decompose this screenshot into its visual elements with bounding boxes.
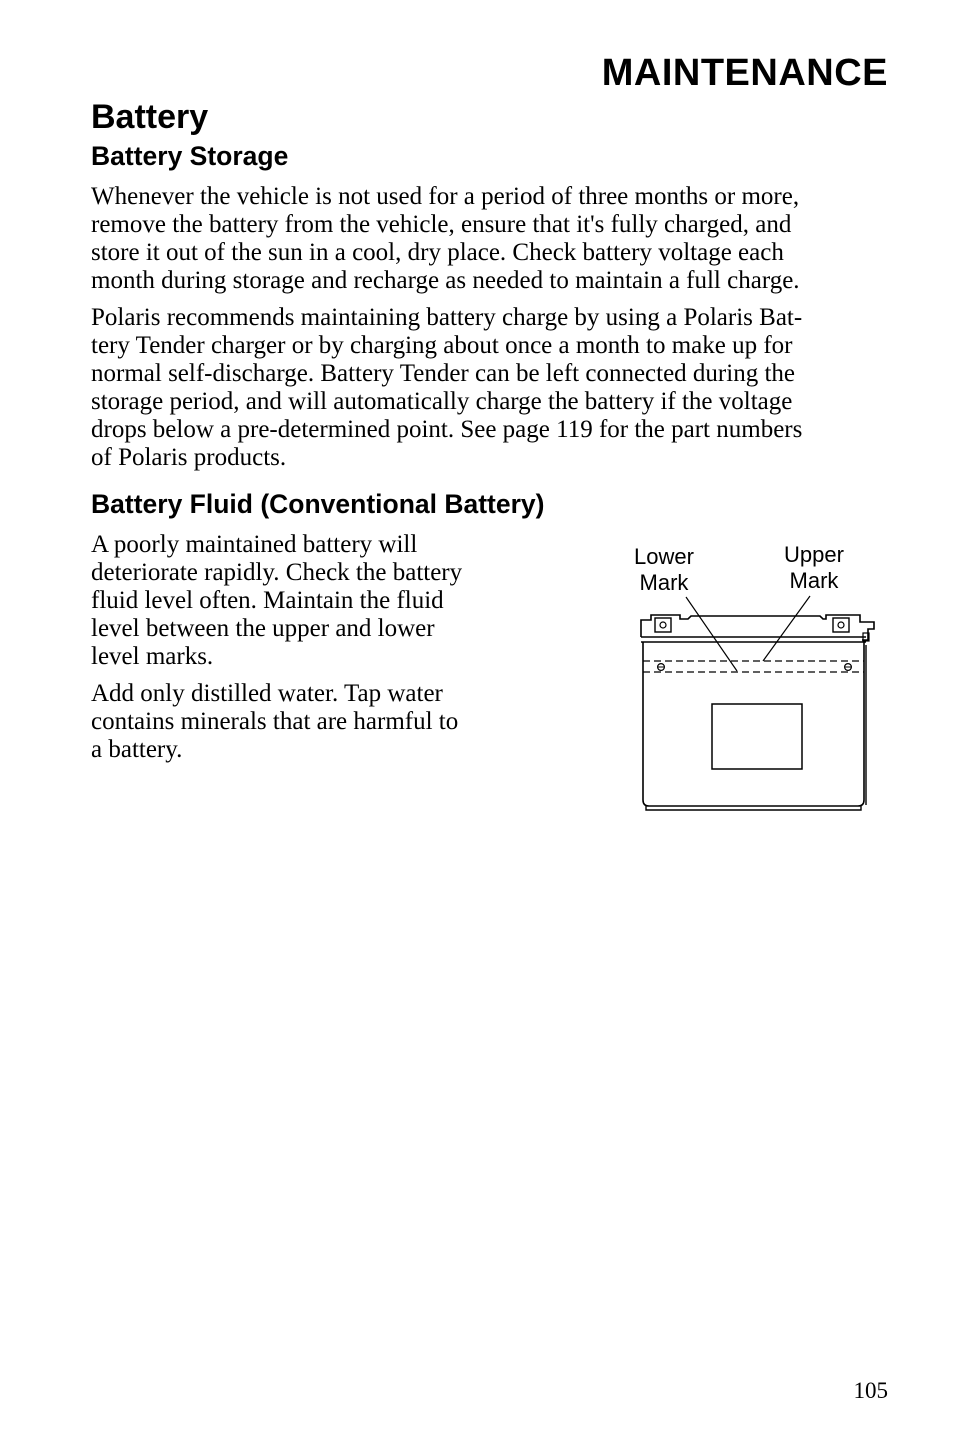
text-line: A poorly maintained battery will — [91, 531, 418, 558]
fluid-paragraph-1 — [91, 531, 521, 671]
text-line: a battery. — [91, 736, 183, 763]
storage-paragraph-2 — [91, 304, 883, 472]
text-line: storage period, and will automatically charge the battery if the voltage — [91, 388, 793, 415]
upper-mark-leader — [763, 596, 810, 661]
upper-mark-label: Upper — [784, 542, 844, 567]
lower-mark-leader — [686, 597, 737, 671]
text-line: drops below a pre-determined point. See page 119 for the part numbers — [91, 416, 803, 443]
text-line: month during storage and recharge as needed to maintain a full charge. — [91, 267, 800, 294]
lower-mark-label: Mark — [639, 570, 689, 595]
lower-mark-label: Lower — [634, 544, 694, 569]
text-line: Polaris recommends maintaining battery charge by using a Polaris Bat- — [91, 304, 803, 331]
page-number: 105 — [853, 1378, 888, 1403]
text-line: tery Tender charger or by charging about once a month to make up for — [91, 332, 793, 359]
storage-paragraph-1 — [91, 183, 883, 295]
text-line: level marks. — [91, 643, 214, 670]
battery-fluid-diagram — [610, 536, 900, 826]
battery-storage-heading: Battery Storage — [91, 141, 289, 171]
text-line: level between the upper and lower — [91, 615, 435, 642]
battery-icon — [641, 615, 874, 810]
upper-mark-label: Mark — [789, 568, 839, 593]
text-line: Add only distilled water. Tap water — [91, 680, 443, 707]
text-line: fluid level often. Maintain the fluid — [91, 587, 444, 614]
text-line: remove the battery from the vehicle, ensure that it's fully charged, and — [91, 211, 792, 238]
text-line: contains minerals that are harmful to — [91, 708, 459, 735]
text-line: deteriorate rapidly. Check the battery — [91, 559, 463, 586]
text-line: store it out of the sun in a cool, dry place. Check battery voltage each — [91, 239, 784, 266]
chapter-title: MAINTENANCE — [601, 52, 888, 94]
text-line: normal self-discharge. Battery Tender can be left connected during the — [91, 360, 795, 387]
text-line: of Polaris products. — [91, 444, 287, 471]
section-title: Battery — [91, 98, 209, 136]
text-line: Whenever the vehicle is not used for a period of three months or more, — [91, 183, 800, 210]
battery-fluid-heading: Battery Fluid (Conventional Battery) — [91, 489, 545, 519]
fluid-paragraph-2 — [91, 680, 521, 764]
